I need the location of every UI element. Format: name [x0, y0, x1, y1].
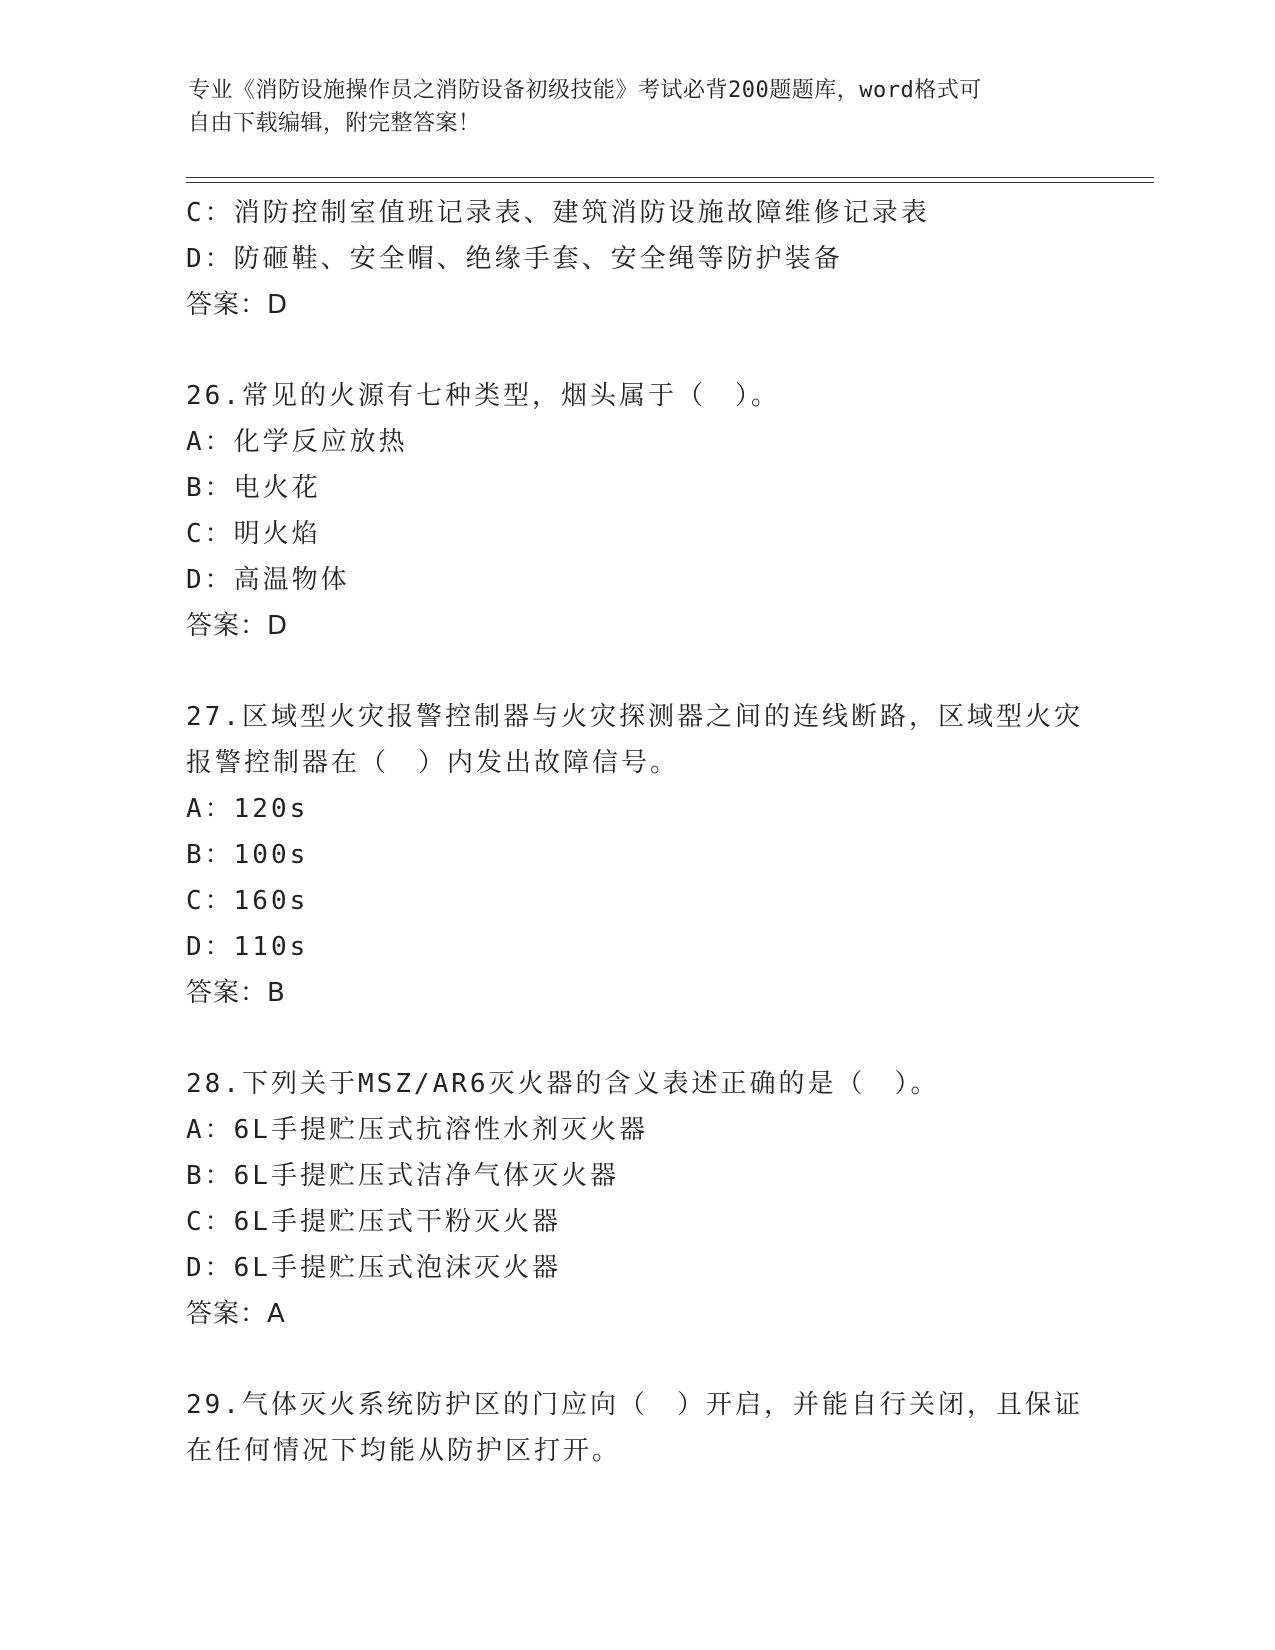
- document-header: [188, 74, 1088, 140]
- question-stem: 26.常见的火源有七种类型，烟头属于（ ）。: [186, 381, 780, 411]
- option-c: C：明火焰: [186, 519, 321, 549]
- option-a: A：化学反应放热: [186, 427, 408, 457]
- option-a: A：120s: [186, 794, 309, 824]
- question-25-tail: [186, 190, 1086, 328]
- option-b: B：电火花: [186, 473, 321, 503]
- option-d: D：高温物体: [186, 565, 350, 595]
- question-stem-line-2: 在任何情况下均能从防护区打开。: [186, 1436, 622, 1466]
- answer: 答案：A: [186, 1299, 286, 1329]
- header-line-1: 专业《消防设施操作员之消防设备初级技能》考试必背200题题库，word格式可: [188, 78, 982, 103]
- answer: 答案：D: [186, 611, 289, 641]
- question-stem-line-2: 报警控制器在（ ）内发出故障信号。: [186, 748, 680, 778]
- option-d: D：6L手提贮压式泡沫灭火器: [186, 1253, 561, 1283]
- option-b: B：6L手提贮压式洁净气体灭火器: [186, 1161, 619, 1191]
- question-28: [186, 1061, 1086, 1337]
- question-stem-line-1: 29.气体灭火系统防护区的门应向（ ）开启，并能自行关闭，且保证: [186, 1390, 1083, 1420]
- question-29: [186, 1382, 1086, 1474]
- document-body: [186, 190, 1086, 1474]
- option-c: C：160s: [186, 886, 309, 916]
- question-stem-line-1: 27.区域型火灾报警控制器与火灾探测器之间的连线断路，区域型火灾: [186, 702, 1083, 732]
- option-d: D：110s: [186, 932, 309, 962]
- question-stem: 28.下列关于MSZ/AR6灭火器的含义表述正确的是（ ）。: [186, 1069, 940, 1099]
- option-b: B：100s: [186, 840, 309, 870]
- option-c: C：6L手提贮压式干粉灭火器: [186, 1207, 561, 1237]
- answer: 答案：B: [186, 978, 286, 1008]
- option-d: D：防砸鞋、安全帽、绝缘手套、安全绳等防护装备: [186, 244, 843, 274]
- question-27: [186, 694, 1086, 1016]
- answer: 答案：D: [186, 290, 289, 320]
- option-c: C：消防控制室值班记录表、建筑消防设施故障维修记录表: [186, 198, 930, 228]
- header-rule-bottom: [186, 182, 1154, 183]
- header-line-2: 自由下载编辑，附完整答案！: [188, 111, 481, 136]
- question-26: [186, 373, 1086, 649]
- option-a: A：6L手提贮压式抗溶性水剂灭火器: [186, 1115, 648, 1145]
- header-rule-top: [186, 177, 1154, 178]
